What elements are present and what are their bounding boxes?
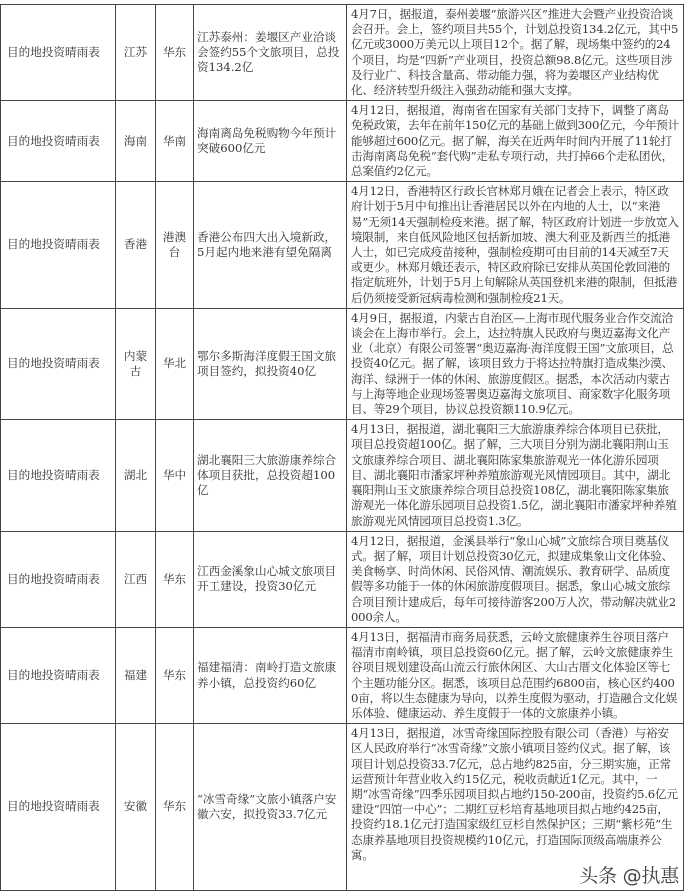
detail-text: 4月13日，据福清市商务局获悉，云岭文旅健康养生谷项目落户福清市南岭镇，项目总投资60亿元。据了解，云岭文旅健康养生谷项目规划建设高山流云行旅休闲区、大山古厝文化体验区等七个主题功能分区。据悉，该项目总范围约6800亩，核心区约4000亩，将以生态健康为导向，以养生度假为驱动，打造融合文化娱乐体验、健康运动、养生度假于一体的文旅康养小镇。	[351, 629, 678, 720]
detail-text: 4月9日，据报道，内蒙古自治区—上海市现代服务业合作交流洽谈会在上海市举行。会上，达拉特旗人民政府与奥迈嘉海文化产业（北京）有限公司签署“奥迈嘉海·海洋度假王国”文旅项目，总投资40亿元。据了解，该项目致力于将达拉特旗打造成集沙漠、海洋、绿洲于一体的休闲、旅游度假区。据悉，本次活动内蒙古与上海等地企业现场签署奥迈嘉海文旅项目、商家数字化服务项目、等29个项目，协议总投资额110.9亿元。	[351, 310, 674, 417]
cell-summary: 鄂尔多斯海洋度假王国文旅项目签约，拟投资40亿	[194, 308, 347, 419]
detail-text: 4月12日，香港特区行政长官林郑月娥在记者会上表示，特区政府计划于5月中旬推出让香港居民以外在内地的人士，以“来港易”无须14天强制检疫来港。据了解，特区政府计划进一步放宽入境限制，来自低风险地区包括新加坡、澳大利亚及新西兰的抵港人士，如已完成疫苗接种，强制检疫期可由目前的14天减至7天或更少。林郑月娥还表示，特区政府除已安排从英国伦敦回港的指定航班外，计划于5月上旬解除从英国登机来港的限制，但抵港后仍须接受新冠病毒检测和强制检疫21天。	[351, 184, 679, 305]
cell-province: 香港	[116, 182, 156, 309]
cell-region: 华东	[156, 531, 194, 627]
cell-category: 目的地投资晴雨表	[1, 308, 116, 419]
table-row	[1, 627, 684, 723]
cell-region: 华南	[156, 101, 194, 182]
cell-summary: 福建福清：南岭打造文旅康养小镇，总投资约60亿	[194, 627, 347, 723]
cell-province: 江西	[116, 531, 156, 627]
cell-category: 目的地投资晴雨表	[1, 627, 116, 723]
detail-text: 4月13日，据报道，冰雪奇缘国际控股有限公司（香港）与裕安区人民政府举行“冰雪奇缘”文旅小镇项目签约仪式。据了解，该项目计划总投资33.7亿元，总占地约825亩，分三期实施，正常运营预计年营业收入约15亿元，税收贡献近1亿元。其中，一期“冰雪奇缘”四季乐园项目拟占地约150-200亩，投资约5.6亿元建设“四馆一中心”；二期红豆杉培育基地项目拟占地约425亩，投资约18.1亿元打造国家级红豆杉自然保护区；三期“紫杉苑”生态康养基地项目投资规模约10亿元，打造国际顶级高端康养公寓。	[351, 726, 678, 862]
detail-text: 4月7日，据报道，泰州姜堰“旅游兴区”推进大会暨产业投资洽谈会召开。会上，签约项目共55个，计划总投资134.2亿元，其中5亿元或3000万美元以上项目12个。据了解，现场集中签约的24个项目，均是“四新”产业项目，投资总额98.8亿元。这些项目涉及行业广、科技含量高、带动能力强，将为姜堰区产业结构优化、经济转型升级注入强劲动能和强大支撑。	[351, 7, 679, 98]
detail-text: 4月12日，据报道，海南省在国家有关部门支持下，调整了离岛免税政策，去年在前年150亿元的基础上做到300亿元，今年预计能够超过600亿元。据了解，海关在近两年时间内开展了11轮打击海南离岛免税“套代购”走私专项行动，共打掉66个走私团伙，总案值约2亿元。	[351, 103, 679, 179]
cell-detail	[347, 531, 684, 627]
cell-category: 目的地投资晴雨表	[1, 724, 116, 891]
cell-region: 华东	[156, 627, 194, 723]
cell-summary: 湖北襄阳三大旅游康养综合体项目获批，总投资超100亿	[194, 420, 347, 531]
cell-category: 目的地投资晴雨表	[1, 420, 116, 531]
table-row	[1, 5, 684, 101]
cell-province: 海南	[116, 101, 156, 182]
cell-category: 目的地投资晴雨表	[1, 5, 116, 101]
cell-province: 福建	[116, 627, 156, 723]
detail-text: 4月12日，据报道，金溪县举行“象山心城”文旅综合项目奠基仪式。据了解，项目计划总投资30亿元，拟建成集象山文化体验、美食畅享、时尚休闲、民俗风情、潮流娱乐、教育研学、品质度假等多功能于一体的休闲旅游度假项目。据悉，象山心城文旅综合项目预计建成后，每年可接待游客200万人次，带动解决就业2000余人。	[351, 533, 676, 624]
cell-detail	[347, 724, 684, 891]
cell-summary: 江苏泰州：姜堰区产业洽谈会签约55个文旅项目，总投资134.2亿	[194, 5, 347, 101]
table-row	[1, 101, 684, 182]
cell-category: 目的地投资晴雨表	[1, 101, 116, 182]
cell-province: 湖北	[116, 420, 156, 531]
table-row	[1, 420, 684, 531]
cell-detail	[347, 420, 684, 531]
table-row	[1, 182, 684, 309]
cell-summary: 海南离岛免税购物今年预计突破600亿元	[194, 101, 347, 182]
investment-barometer-table	[0, 4, 684, 891]
cell-region: 华中	[156, 420, 194, 531]
watermark: 头条 @执惠	[579, 864, 679, 887]
cell-province: 安徽	[116, 724, 156, 891]
table-row	[1, 308, 684, 419]
detail-text: 4月13日，据报道，湖北襄阳三大旅游康养综合体项目已获批，项目总投资超100亿。据了解，三大项目分别为湖北襄阳荆山玉文旅康养综合项目、湖北襄阳陈家集旅游观光一体化游乐园项目、湖北襄阳市潘家坪种养殖旅游观光风情园项目。其中，湖北襄阳荆山玉文旅康养综合项目总投资108亿，湖北襄阳陈家集旅游观光一体化游乐园项目总投资1.5亿，湖北襄阳市潘家坪种养殖旅游观光风情园项目总投资1.3亿。	[351, 422, 677, 528]
cell-summary: “冰雪奇缘”文旅小镇落户安徽六安，拟投资33.7亿元	[194, 724, 347, 891]
cell-region: 华北	[156, 308, 194, 419]
cell-detail	[347, 182, 684, 309]
table-row	[1, 531, 684, 627]
cell-category: 目的地投资晴雨表	[1, 182, 116, 309]
cell-category: 目的地投资晴雨表	[1, 531, 116, 627]
cell-region: 港澳台	[156, 182, 194, 309]
cell-detail	[347, 101, 684, 182]
cell-province: 内蒙古	[116, 308, 156, 419]
cell-detail	[347, 5, 684, 101]
cell-detail	[347, 627, 684, 723]
cell-detail	[347, 308, 684, 419]
cell-province: 江苏	[116, 5, 156, 101]
cell-summary: 香港公布四大出入境新政，5月起内地来港有望免隔离	[194, 182, 347, 309]
table-row	[1, 724, 684, 891]
table-body	[1, 5, 684, 891]
cell-region: 华东	[156, 5, 194, 101]
cell-summary: 江西金溪象山心城文旅项目开工建设，投资30亿元	[194, 531, 347, 627]
cell-region: 华东	[156, 724, 194, 891]
